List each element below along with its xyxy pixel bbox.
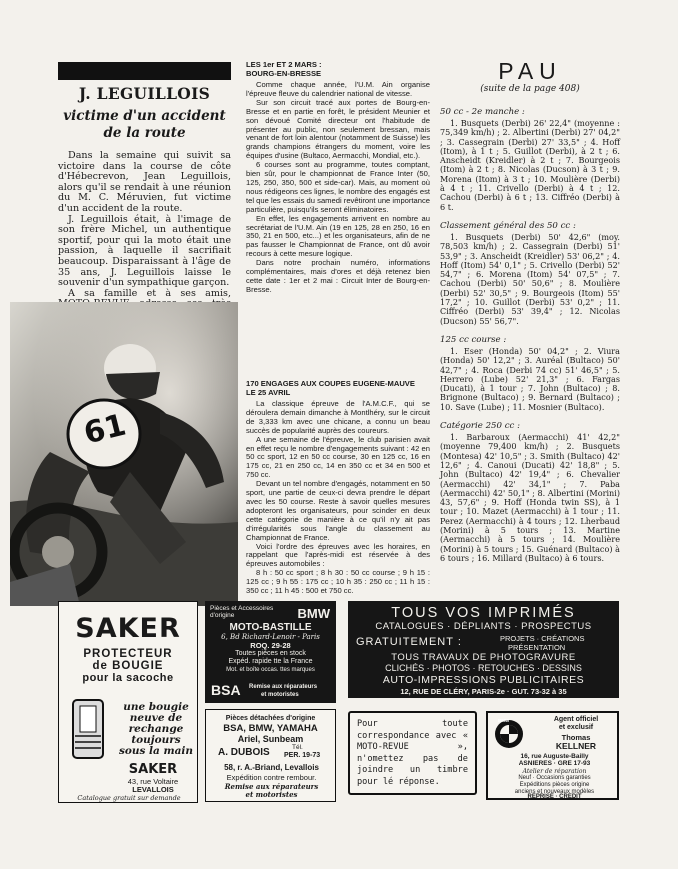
- dubois-remise: Remise aux réparateurs: [224, 782, 319, 791]
- bmw-roundel-icon: [494, 719, 524, 749]
- imprimes-line1: CATALOGUES · DÉPLIANTS · PROSPECTUS: [375, 621, 592, 632]
- saker-address: 43, rue Voltaire: [127, 777, 179, 786]
- article-title: J. LEGUILLOIS: [78, 84, 211, 103]
- bourg-paragraph: Sur son circuit tracé aux portes de Bourg-en-Bresse et en partie en forêt, le président Meunier et son dévoué Comité directeur ont l'habitude de présenter au public, non seulement bressan, mais venant de fort loin alentour (notamment de Suisse) les grands champions étrangers du moment, voire les équipes d'usine (Bultaco, Aermacchi, Mondial, etc.).: [246, 97, 430, 161]
- kellner-address: 16, rue Auguste-Bailly: [520, 753, 589, 760]
- imprimes-line5: AUTO-IMPRESSIONS PUBLICITAIRES: [382, 674, 585, 686]
- bubble-line: sous la main: [118, 745, 194, 757]
- dubois-name: A. DUBOIS: [218, 747, 270, 758]
- result-heading: 125 cc course :: [440, 334, 507, 345]
- bastille-name: MOTO-BASTILLE: [229, 622, 312, 633]
- imprimes-headline: TOUS VOS IMPRIMÉS: [391, 605, 576, 621]
- imprimes-line3: TOUS TRAVAUX DE PHOTOGRAVURE: [391, 652, 576, 663]
- article-subtitle-2: de la route: [103, 125, 186, 141]
- dubois-ad: [205, 709, 336, 802]
- left-article: [58, 84, 231, 321]
- dubois-tel: PER. 19-73: [284, 752, 321, 759]
- bourg-paragraph: En effet, les engagements arrivent en nombre au secrétariat de l'U.M. Ain (19 en 125, 28 en 250, 16 en 350, 21 en 500, etc...) et les organisateurs, afin de ne pas fausser le Championnat de France, ont dû avoir recours à cette mesure logique.: [246, 213, 430, 259]
- article-paragraph: A sa famille et à ses amis,: [68, 287, 231, 299]
- kellner-ad: [486, 711, 619, 800]
- bourg-paragraph: Comme chaque année, l'U.M. Ain organise l'épreuve fleuve du calendrier national de vitesse.: [246, 80, 430, 98]
- saker-line1: PROTECTEUR: [83, 648, 173, 660]
- coupes-heading: 170 ENGAGES AUX COUPES EUGENE-MAUVE: [246, 379, 415, 388]
- bastille-phone: ROQ. 29-28: [250, 641, 291, 650]
- race-number: 61: [80, 407, 130, 452]
- dubois-line2: BSA, BMW, YAMAHA: [223, 723, 318, 734]
- bastille-remise-2: et motoristes: [261, 692, 299, 698]
- bastille-bsa: BSA: [211, 682, 241, 698]
- imprimes-projets: PROJETS · CRÉATIONS: [500, 634, 585, 643]
- result-heading: Catégorie 250 cc :: [440, 421, 520, 432]
- article-paragraph: J. Leguillois était, à l'image de son frère Michel, un authentique sportif, pour qui la moto était une passion, à laquelle il sacrifiait beaucoup. Disparaissant à l'âge de 35 ans, J. Leguillois laisse le souvenir d'un sympathique garçon.: [58, 213, 231, 289]
- bastille-ad: [205, 601, 336, 703]
- kellner-line7: REPRISE · CREDIT: [527, 794, 582, 800]
- saker-line2: de BOUGIE: [92, 660, 164, 672]
- bourg-paragraph: Dans notre prochain numéro, informations complémentaires, mais d'ores et déjà retenez bien cette date : 1er et 2 mai : Circuit Inter de Bourg-en-Bresse.: [246, 258, 430, 294]
- result-text: 1. Barbaroux (Aermacchi) 41' 42,2" (moyenne 79,400 km/h) ; 2. Busquets (Montesa) 42' 10,5" ; 3. Smith (Bultaco) 42' 12,6" ; 4. Canoui (Ducati) 42' 18,8" ; 5. John (Bultaco) 42' 19,4" ; 6. Chevalier (Aermacchi) 42' 34,1" ; 7. Paba (Aermacchi) 42' 50,1" ; 8. Albertini (Morini) 43, 57,6" ; 9. Hoff (Honda twin SS), à 1 tour ; 10. Mazet (Aermacchi) à 1 tour ; 11. Perez (Aermacchi) à 4 tours ; 12. Lherbaud (Morini) à 5 tours ; 13. Martine (Aermacchi) à 5 tours ; 14. Moulière (Morini) à 5 tours ; 15. Guénard (Bultaco) à 6 tours ; 16. Millard (Bultaco) à 6 tours.: [440, 432, 620, 563]
- saker-ad: [58, 601, 198, 803]
- imprimes-presentation: PRÉSENTATION: [508, 643, 566, 652]
- imprimes-gratuit: GRATUITEMENT :: [356, 636, 462, 648]
- motorcycle-racer-image: [10, 302, 238, 606]
- saker-brand: SAKER: [75, 613, 181, 644]
- pau-column: [440, 58, 620, 563]
- coupes-heading-2: LE 25 AVRIL: [246, 388, 291, 397]
- dubois-remise-2: et motoristes: [245, 790, 298, 799]
- result-text: 1. Busquets (Derbi) 50' 42,6" (moy. 78,503 km/h) ; 2. Cassegrain (Derbi) 51' 53,9" ; 3. Anscheidt (Kreidler) 53' 06,2" ; 4. Hoff (Itom) 54' 0,1" ; 5. Crivello (Derbi) 52' 54,7" ; 6. Morena (Itom) 54' 07,5" ; 7. Cachou (Derbi) 50' 50,6" ; 8. Moulière (Derbi) 52' 30,5" ; 9. Bourgeois (Itom) 55' 17,2" ; 10. Guillot (Derbi) 53' 0,2" ; 11. Ciffréo (Derbi) 53' 39,4" ; 12. Nicolas (Ducson) 55' 56,7".: [440, 231, 620, 326]
- bastille-remise: Remise aux réparateurs: [249, 684, 318, 690]
- kellner-line3: Atelier de réparation: [522, 768, 587, 775]
- spark-plug-icon: [67, 696, 111, 762]
- bubble-line: une bougie: [123, 701, 189, 713]
- left-top-rule: [58, 62, 231, 80]
- kellner-name-2: KELLNER: [555, 741, 597, 751]
- race-photo: [10, 302, 238, 606]
- dubois-address: 58, r. A.-Briand, Levallois: [224, 763, 319, 772]
- coupes-section: [246, 379, 430, 596]
- result-heading: 50 cc - 2e manche :: [440, 107, 525, 117]
- saker-catalogue: Catalogue gratuit sur demande: [77, 794, 181, 802]
- result-text: 1. Eser (Honda) 50' 04,2" ; 2. Viura (Honda) 50' 12,2" ; 3. Auréal (Bultaco) 50' 42,7" ; 4. Roca (Derbi 74 cc) 51' 46,5" ; 5. Herrero (Lube) 52' 21,3" ; 6. Fargas (Ducati), à 1 tour ; 7. John (Bultaco) ; 8. Brignone (Bultaco) ; 9. Bernard (Bultaco) ; 10. Save (Lube) ; 11. Mosnier (Bultaco).: [440, 345, 620, 412]
- bourg-heading-2: BOURG-EN-BRESSE: [246, 69, 322, 78]
- saker-bubble: [117, 702, 195, 757]
- dubois-tel-label: Tél.: [292, 744, 303, 751]
- kellner-logo: BMW: [498, 718, 510, 723]
- kellner-line5: Expéditions pièces origine: [519, 782, 590, 788]
- kellner-address-2: ASNIERES · GRE 17-93: [518, 760, 591, 767]
- bastille-top-2: d'origine: [210, 612, 235, 619]
- result-heading: Classement général des 50 cc :: [440, 220, 576, 231]
- pau-title: PAU: [498, 58, 562, 84]
- bubble-line: rechange: [128, 723, 184, 735]
- kellner-name: Thomas: [561, 733, 591, 742]
- kellner-line1: Agent officiel: [553, 716, 599, 723]
- bastille-bmw: BMW: [297, 606, 330, 621]
- article-subtitle-1: victime d'un accident: [63, 108, 226, 124]
- imprimes-ad: [348, 601, 619, 698]
- kellner-line6: anciens et nouveaux modèles: [514, 789, 595, 795]
- pau-continued: (suite de la page 408): [480, 84, 580, 94]
- saker-brand-2: SAKER: [128, 762, 178, 777]
- article-paragraph: Dans la semaine qui suivit sa victoire dans la course de côte d'Hébecrevon, Jean Leguillois, alors qu'il se rendait à une réunion du M. C. Méruvien, fut victime d'un accident de la route.: [58, 150, 231, 214]
- dubois-line3: Ariel, Sunbeam: [237, 734, 304, 744]
- bastille-address: 6, Bd Richard-Lenoir - Paris: [221, 633, 320, 641]
- dubois-line1: Pièces détachées d'origine: [225, 715, 316, 722]
- middle-column: [246, 60, 430, 295]
- coupes-paragraph: A une semaine de l'épreuve, le club parisien avait en effet reçu le nombre d'engagements suivant : 42 en 50 cc sport, 12 en 50 cc course, 30 en 125 cc, 16 en 175 cc, 21 en 250 cc, 14 en 350 cc et 34 en 500 et 750 cc.: [246, 434, 430, 480]
- bastille-line2: Expéd. rapide tte la France: [228, 658, 313, 665]
- coupes-paragraph: Devant un tel nombre d'engagés, notamment en 50 sport, une partie de ceux-ci devra prendre le départ avec les 50 course. Reste à savoir quelles mesures adopteront les organisateurs, pour scinder en deux cette catégorie de manière à ce qu'il n'y ait pas d'irrégularités sous l'angle du classement au Championnat de France.: [246, 479, 430, 542]
- bastille-top: Pièces et Accessoires: [210, 605, 274, 612]
- saker-line3: pour la sacoche: [82, 672, 174, 684]
- correspondance-text: Pour toute correspondance avec « MOTO-REVUE », n'omettez pas de joindre un timbre pour lé réponse.: [357, 719, 468, 787]
- dubois-exp: Expédition contre rembour.: [226, 773, 317, 782]
- bubble-line: neuve de: [129, 712, 183, 724]
- bastille-line1: Toutes pièces en stock: [235, 650, 306, 657]
- coupes-paragraph: Voici l'ordre des épreuves avec les horaires, en rappelant que l'après-midi est réservée à des épreuves automobiles :: [246, 541, 430, 569]
- coupes-paragraph: 8 h : 50 cc sport ; 8 h 30 : 50 cc course ; 9 h 15 : 125 cc ; 9 h 55 : 175 cc ; 10 h 35 : 250 cc ; 11 h 15 : 350 cc ; 11 h 45 : 500 et 750 cc.: [246, 568, 430, 596]
- kellner-line4: Neuf · Occasions garanties: [518, 775, 591, 781]
- bubble-line: toujours: [131, 734, 181, 746]
- bourg-paragraph: 6 courses sont au programme, toutes comptant, bien sûr, pour le championnat de France Inter (50, 125, 250, 350, 500 et side-car). Mais, au moment où nous rédigeons ces lignes, le nombre des engagés est tel que les essais du samedi revêtiront une importance particulière, puisqu'ils seront éliminatoires.: [246, 160, 430, 214]
- saker-city: LEVALLOIS: [132, 785, 174, 794]
- kellner-line2: et exclusif: [558, 724, 594, 731]
- coupes-paragraph: La classique épreuve de l'A.M.C.F., qui se déroulera demain dimanche à Montlhéry, sur le circuit de 3,333 km avec une chicane, a connu un beau succès de popularité auprès des coureurs.: [246, 399, 430, 435]
- imprimes-line4: CLICHÉS · PHOTOS · RETOUCHES · DESSINS: [385, 663, 582, 673]
- result-text: 1. Busquets (Derbi) 26' 22,4" (moyenne : 75,349 km/h) ; 2. Albertini (Derbi) 27' 04,2" ; 3. Cassegrain (Derbi) 27' 33,5" ; 4. Hoff (Itom), à 1 t ; 5. Guillot (Derbi), à 2 t ; 6. Anscheidt (Kreidler) à 2 t ; 7. Bourgeois (Itom) à 2 t ; 8. Nicolas (Ducson) à 3 t ; 9. Morena (Itom) à 3 t ; 10. Moulière (Derbi) à 4 t ; 11. Crivello (Derbi) à 4 t ; 12. Cachou (Derbi) à 6 t ; 13. Ciffréo (Derbi) à 6 t.: [440, 118, 620, 212]
- correspondance-notice: [348, 711, 477, 795]
- bourg-heading: LES 1er ET 2 MARS :: [246, 60, 322, 69]
- bastille-line3: Mot. et boîte occas. ttes marques: [226, 667, 315, 673]
- imprimes-address: 12, RUE DE CLÉRY, PARIS-2e · GUT. 73-32 à 35: [400, 687, 567, 696]
